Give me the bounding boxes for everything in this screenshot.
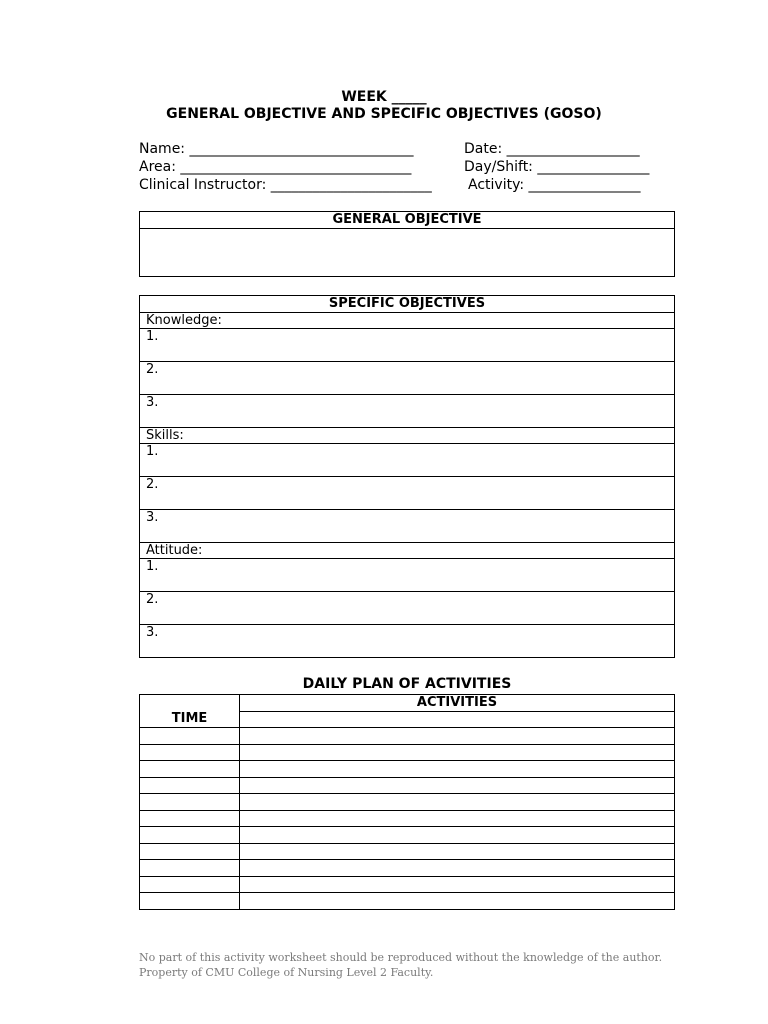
section-label-knowledge: Knowledge:: [140, 313, 675, 329]
specific-objectives-table: [139, 295, 675, 658]
day-shift-field[interactable]: Day/Shift: ________________: [464, 159, 650, 175]
field-row-3: [139, 176, 679, 194]
field-row-1: [139, 140, 679, 158]
field-row-2: [139, 158, 679, 176]
activity-cell[interactable]: [240, 827, 675, 844]
knowledge-item-3[interactable]: 3.: [140, 395, 675, 428]
skills-item-1[interactable]: 1.: [140, 444, 675, 477]
activity-cell[interactable]: [240, 810, 675, 827]
clinical-instructor-field[interactable]: Clinical Instructor: _______________________: [139, 177, 432, 193]
general-objective-table: [139, 211, 675, 277]
time-cell[interactable]: [140, 761, 240, 778]
general-objective-input[interactable]: [140, 229, 675, 277]
knowledge-item-1[interactable]: 1.: [140, 329, 675, 362]
footer-property-line: Property of CMU College of Nursing Level 2 Faculty.: [139, 966, 434, 979]
time-cell[interactable]: [140, 728, 240, 745]
date-field[interactable]: Date: ___________________: [464, 141, 640, 157]
attitude-item-1[interactable]: 1.: [140, 559, 675, 592]
skills-item-3[interactable]: 3.: [140, 510, 675, 543]
activity-cell[interactable]: [240, 728, 675, 745]
time-cell[interactable]: [140, 843, 240, 860]
time-cell[interactable]: [140, 777, 240, 794]
footer-notice: [139, 950, 699, 980]
section-label-skills: Skills:: [140, 428, 675, 444]
attitude-item-2[interactable]: 2.: [140, 592, 675, 625]
activity-cell[interactable]: [240, 744, 675, 761]
time-cell[interactable]: [140, 794, 240, 811]
activity-field[interactable]: Activity: ________________: [468, 177, 641, 193]
activity-cell[interactable]: [240, 761, 675, 778]
time-cell[interactable]: [140, 744, 240, 761]
activities-column-header: ACTIVITIES: [240, 695, 675, 712]
skills-item-2[interactable]: 2.: [140, 477, 675, 510]
knowledge-item-2[interactable]: 2.: [140, 362, 675, 395]
time-cell[interactable]: [140, 860, 240, 877]
attitude-item-3[interactable]: 3.: [140, 625, 675, 658]
week-title: WEEK _____: [341, 89, 427, 105]
activity-cell[interactable]: [240, 777, 675, 794]
specific-objectives-header: SPECIFIC OBJECTIVES: [140, 296, 675, 313]
time-cell[interactable]: [140, 827, 240, 844]
activity-cell[interactable]: [240, 711, 675, 728]
activity-cell[interactable]: [240, 860, 675, 877]
time-column-header: TIME: [140, 695, 240, 728]
info-fields: [139, 140, 679, 194]
activity-cell[interactable]: [240, 893, 675, 910]
activity-cell[interactable]: [240, 794, 675, 811]
area-field[interactable]: Area: _________________________________: [139, 159, 412, 175]
page-title: GENERAL OBJECTIVE AND SPECIFIC OBJECTIVES (GOSO): [166, 106, 602, 122]
general-objective-header: GENERAL OBJECTIVE: [140, 212, 675, 229]
footer-copyright-line: No part of this activity worksheet should be reproduced without the knowledge of the author.: [139, 951, 663, 964]
daily-plan-table: [139, 694, 675, 910]
time-cell[interactable]: [140, 876, 240, 893]
section-label-attitude: Attitude:: [140, 543, 675, 559]
time-cell[interactable]: [140, 810, 240, 827]
time-cell[interactable]: [140, 893, 240, 910]
activity-cell[interactable]: [240, 876, 675, 893]
activity-cell[interactable]: [240, 843, 675, 860]
name-field[interactable]: Name: ________________________________: [139, 141, 414, 157]
daily-plan-title: DAILY PLAN OF ACTIVITIES: [302, 676, 512, 692]
